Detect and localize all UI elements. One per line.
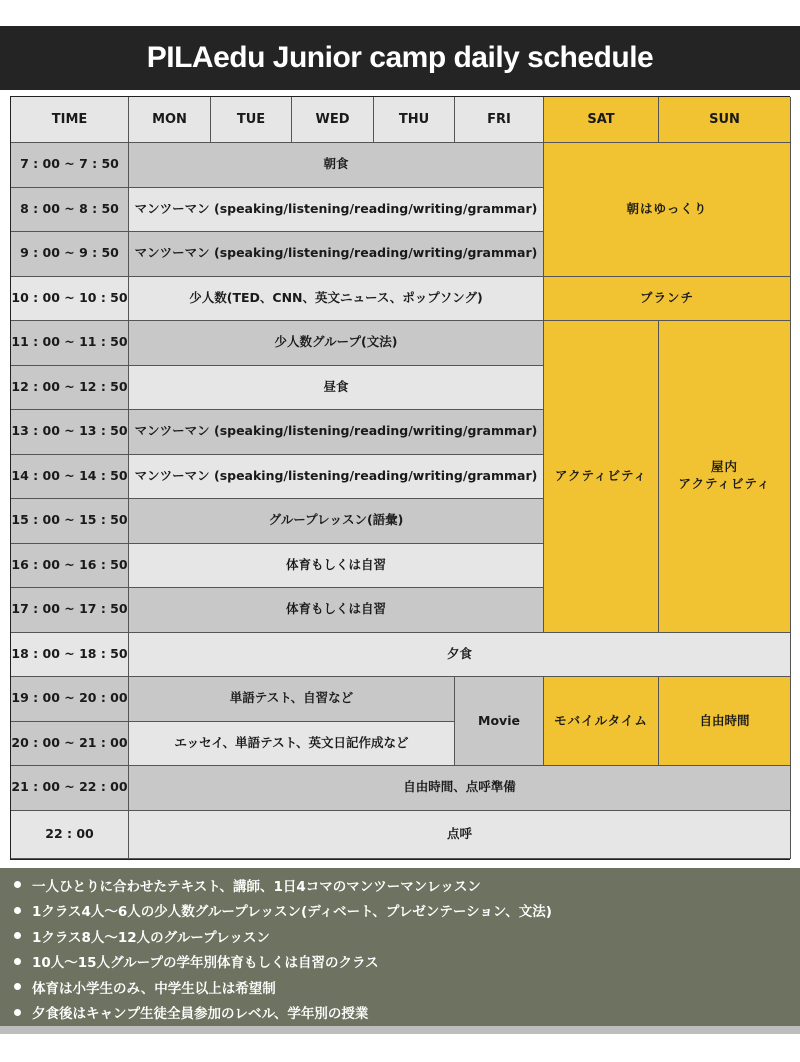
header-mon: MON	[129, 97, 211, 143]
header-sun: SUN	[659, 97, 791, 143]
weekday-small-group: 少人数(TED、CNN、英文ニュース、ポップソング)	[129, 277, 544, 322]
saturday-activity: アクティビティ	[544, 321, 659, 633]
note-item	[14, 974, 800, 1000]
weekday-mantoman: マンツーマン (speaking/listening/reading/writing/grammar)	[129, 232, 544, 277]
weekday-pe-or-study: 体育もしくは自習	[129, 544, 544, 589]
weekday-mantoman: マンツーマン (speaking/listening/reading/writing/grammar)	[129, 188, 544, 233]
header-wed: WED	[292, 97, 374, 143]
weekday-mantoman: マンツーマン (speaking/listening/reading/writing/grammar)	[129, 455, 544, 500]
note-item	[14, 949, 800, 975]
note-text: 夕食後はキャンプ生徒全員参加のレベル、学年別の授業	[32, 1006, 369, 1023]
time-cell: 21 : 00 ~ 22 : 00	[11, 766, 129, 811]
weekday-lunch: 昼食	[129, 366, 544, 411]
schedule-table	[10, 96, 790, 860]
header-time: TIME	[11, 97, 129, 143]
time-cell: 17 : 00 ~ 17 : 50	[11, 588, 129, 633]
friday-movie: Movie	[455, 677, 544, 766]
time-cell: 8 : 00 ~ 8 : 50	[11, 188, 129, 233]
bullet-icon	[14, 983, 21, 990]
free-time-roll-call-prep: 自由時間、点呼準備	[129, 766, 791, 811]
time-cell: 22 : 00	[11, 811, 129, 860]
note-item	[14, 898, 800, 924]
weekday-group-lesson: グループレッスン(語彙)	[129, 499, 544, 544]
bullet-icon	[14, 932, 21, 939]
header-fri: FRI	[455, 97, 544, 143]
time-cell: 19 : 00 ~ 20 : 00	[11, 677, 129, 722]
weekday-essay: エッセイ、単語テスト、英文日記作成など	[129, 722, 455, 767]
time-cell: 11 : 00 ~ 11 : 50	[11, 321, 129, 366]
weekday-small-group-grammar: 少人数グループ(文法)	[129, 321, 544, 366]
time-cell: 10 : 00 ~ 10 : 50	[11, 277, 129, 322]
time-cell: 7 : 00 ~ 7 : 50	[11, 143, 129, 188]
weekday-vocab-test: 単語テスト、自習など	[129, 677, 455, 722]
weekday-pe-or-study: 体育もしくは自習	[129, 588, 544, 633]
time-cell: 12 : 00 ~ 12 : 50	[11, 366, 129, 411]
bullet-icon	[14, 1009, 21, 1016]
note-item	[14, 872, 800, 898]
sunday-free-time: 自由時間	[659, 677, 791, 766]
time-cell: 16 : 00 ~ 16 : 50	[11, 544, 129, 589]
note-item	[14, 1000, 800, 1026]
bullet-icon	[14, 958, 21, 965]
note-text: 一人ひとりに合わせたテキスト、講師、1日4コマのマンツーマンレッスン	[32, 878, 481, 895]
note-text: 10人～15人グループの学年別体育もしくは自習のクラス	[32, 955, 379, 972]
bottom-divider	[0, 1026, 800, 1034]
time-cell: 20 : 00 ~ 21 : 00	[11, 722, 129, 767]
header-tue: TUE	[211, 97, 292, 143]
dinner: 夕食	[129, 633, 791, 678]
note-text: 体育は小学生のみ、中学生以上は希望制	[32, 980, 276, 997]
time-cell: 18 : 00 ~ 18 : 50	[11, 633, 129, 678]
weekend-brunch: ブランチ	[544, 277, 791, 322]
header-thu: THU	[374, 97, 455, 143]
weekday-mantoman: マンツーマン (speaking/listening/reading/writing/grammar)	[129, 410, 544, 455]
bullet-icon	[14, 881, 21, 888]
time-cell: 9 : 00 ~ 9 : 50	[11, 232, 129, 277]
note-item	[14, 923, 800, 949]
sunday-indoor-activity: 屋内 アクティビティ	[659, 321, 791, 633]
time-cell: 14 : 00 ~ 14 : 50	[11, 455, 129, 500]
saturday-mobile-time: モバイルタイム	[544, 677, 659, 766]
time-cell: 13 : 00 ~ 13 : 50	[11, 410, 129, 455]
bullet-icon	[14, 907, 21, 914]
weekend-morning: 朝はゆっくり	[544, 143, 791, 277]
notes-panel	[0, 868, 800, 1026]
header-sat: SAT	[544, 97, 659, 143]
note-text: 1クラス4人～6人の少人数グループレッスン(ディベート、プレゼンテーション、文法)	[32, 904, 552, 921]
weekday-breakfast: 朝食	[129, 143, 544, 188]
note-text: 1クラス8人～12人のグループレッスン	[32, 929, 270, 946]
roll-call: 点呼	[129, 811, 791, 860]
page-title: PILAedu Junior camp daily schedule	[0, 26, 800, 90]
time-cell: 15 : 00 ~ 15 : 50	[11, 499, 129, 544]
